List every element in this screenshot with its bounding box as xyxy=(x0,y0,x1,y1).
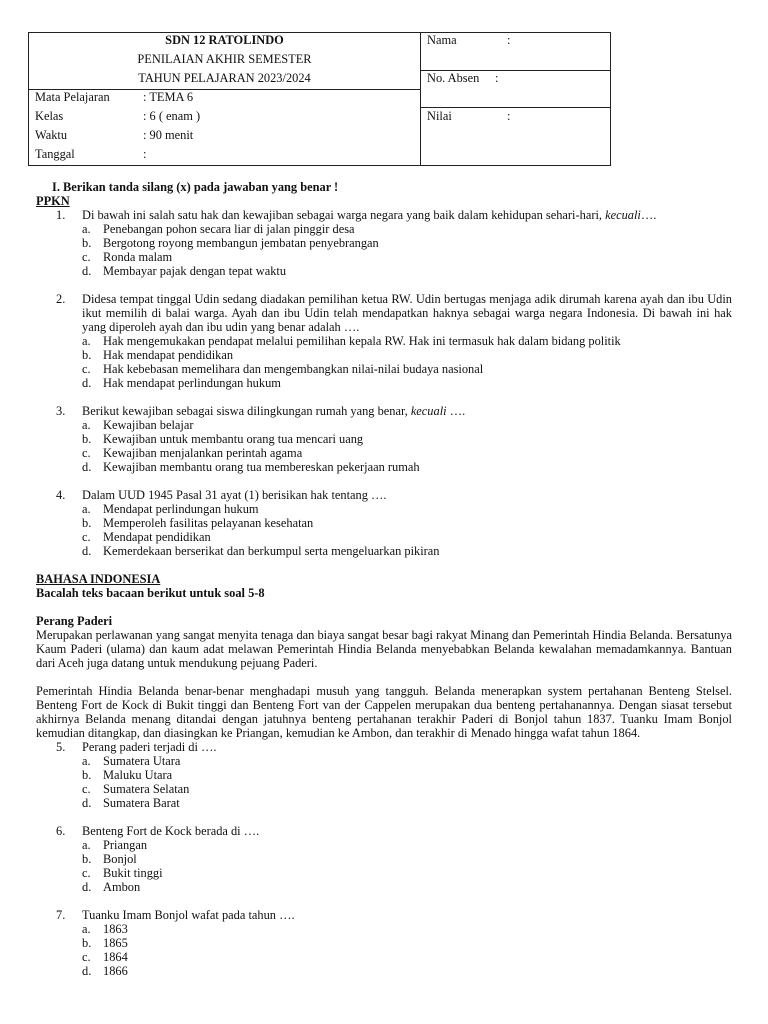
option-text: Mendapat perlindungan hukum xyxy=(103,502,259,516)
info-label: Tanggal xyxy=(35,147,75,161)
option-text: 1864 xyxy=(103,950,128,964)
question-3 xyxy=(36,404,732,418)
options-2 xyxy=(36,334,732,390)
info-value: : 6 ( enam ) xyxy=(143,109,201,123)
field-label: Nilai xyxy=(427,109,452,123)
academic-year: TAHUN PELAJARAN 2023/2024 xyxy=(138,71,311,85)
field-value: : xyxy=(507,33,511,47)
question-text: Benteng Fort de Kock berada di …. xyxy=(82,824,260,838)
question-1 xyxy=(36,208,732,222)
option[interactable] xyxy=(36,866,732,880)
option-letter: d. xyxy=(82,796,92,810)
option[interactable] xyxy=(36,796,732,810)
question-number: 4. xyxy=(56,488,66,502)
option[interactable] xyxy=(36,936,732,950)
option-text: Kewajiban membantu orang tua membereskan pekerjaan rumah xyxy=(103,460,420,474)
field-absen[interactable] xyxy=(427,71,498,85)
option-text: Kewajiban menjalankan perintah agama xyxy=(103,446,303,460)
option-text: Penebangan pohon secara liar di jalan pinggir desa xyxy=(103,222,355,236)
option-letter: b. xyxy=(82,236,92,250)
field-label: No. Absen xyxy=(427,71,480,85)
option-letter: d. xyxy=(82,264,92,278)
question-emphasis: kecuali xyxy=(605,208,641,222)
option-letter: c. xyxy=(82,530,91,544)
info-row-class xyxy=(35,109,200,123)
field-value: : xyxy=(495,71,499,85)
field-label: Nama xyxy=(427,33,457,47)
field-value: : xyxy=(507,109,511,123)
option-letter: a. xyxy=(82,754,91,768)
options-5 xyxy=(36,754,732,810)
option-text: Hak kebebasan memelihara dan mengembangkan nilai-nilai budaya nasional xyxy=(103,362,484,376)
info-label: Mata Pelajaran xyxy=(35,90,110,104)
question-number: 7. xyxy=(56,908,66,922)
option-letter: b. xyxy=(82,936,92,950)
option[interactable] xyxy=(36,348,732,362)
option[interactable] xyxy=(36,250,732,264)
option-text: Priangan xyxy=(103,838,148,852)
option-text: Sumatera Utara xyxy=(103,754,181,768)
info-row-time xyxy=(35,128,193,142)
exam-page xyxy=(36,32,732,978)
option-letter: b. xyxy=(82,348,92,362)
option-text: Ronda malam xyxy=(103,250,173,264)
question-4 xyxy=(36,488,732,502)
option[interactable] xyxy=(36,880,732,894)
question-5 xyxy=(36,740,732,754)
option-text: Mendapat pendidikan xyxy=(103,530,211,544)
option[interactable] xyxy=(36,432,732,446)
option-letter: a. xyxy=(82,334,91,348)
option-text: Kewajiban belajar xyxy=(103,418,194,432)
info-row-date xyxy=(35,147,146,161)
option[interactable] xyxy=(36,964,732,978)
question-2 xyxy=(36,292,732,334)
question-number: 3. xyxy=(56,404,66,418)
option-letter: d. xyxy=(82,880,92,894)
option-letter: c. xyxy=(82,866,91,880)
options-6 xyxy=(36,838,732,894)
instruction: I. Berikan tanda silang (x) pada jawaban yang benar ! xyxy=(52,180,339,194)
option-letter: b. xyxy=(82,432,92,446)
info-label: Waktu xyxy=(35,128,68,142)
header-divider xyxy=(420,33,421,165)
option[interactable] xyxy=(36,222,732,236)
option[interactable] xyxy=(36,362,732,376)
option-letter: b. xyxy=(82,516,92,530)
option-letter: a. xyxy=(82,502,91,516)
option[interactable] xyxy=(36,782,732,796)
info-value: : xyxy=(143,147,147,161)
reading-title: Perang Paderi xyxy=(36,614,113,628)
option-letter: a. xyxy=(82,838,91,852)
options-1 xyxy=(36,222,732,278)
reading-instruction: Bacalah teks bacaan berikut untuk soal 5-8 xyxy=(36,586,265,600)
option-letter: b. xyxy=(82,852,92,866)
option-letter: d. xyxy=(82,964,92,978)
field-name[interactable] xyxy=(427,33,510,47)
option-text: 1866 xyxy=(103,964,128,978)
option-letter: b. xyxy=(82,768,92,782)
info-label: Kelas xyxy=(35,109,64,123)
option[interactable] xyxy=(36,446,732,460)
question-text: Perang paderi terjadi di …. xyxy=(82,740,217,754)
option-text: Memperoleh fasilitas pelayanan kesehatan xyxy=(103,516,314,530)
option-letter: c. xyxy=(82,446,91,460)
option-letter: c. xyxy=(82,950,91,964)
info-row-subject xyxy=(35,90,193,104)
option[interactable] xyxy=(36,530,732,544)
option[interactable] xyxy=(36,838,732,852)
option-text: Maluku Utara xyxy=(103,768,173,782)
question-text: Dalam UUD 1945 Pasal 31 ayat (1) berisikan hak tentang …. xyxy=(82,488,387,502)
option-text: 1863 xyxy=(103,922,128,936)
reading-paragraph-2: Pemerintah Hindia Belanda benar-benar menghadapi musuh yang tangguh. Belanda menerapkan system pertahanan Benteng Stelsel. Benteng Fort de Kock di Bukit tinggi dan Benteng Fort van der Cappelen merupakan dua benteng pertahanannya. Dengan siasat tersebut akhirnya Belanda menang ditandai dengan jatuhnya benteng pertahanan terakhir Paderi di Bonjol tahun 1837. Tuanku Imam Bonjol kemudian ditangkap, dan diasingkan ke Priangan, kemudian ke Ambon, dan terakhir di Menado hingga wafat tahun 1864. xyxy=(36,684,732,740)
options-7 xyxy=(36,922,732,978)
option-text: Sumatera Barat xyxy=(103,796,180,810)
option-text: Bukit tinggi xyxy=(103,866,163,880)
option-text: Hak mengemukakan pendapat melalui pemilihan kepala RW. Hak ini termasuk hak dalam bidang politik xyxy=(103,334,621,348)
option-text: Ambon xyxy=(103,880,141,894)
question-7 xyxy=(36,908,732,922)
option[interactable] xyxy=(36,376,732,390)
option[interactable] xyxy=(36,922,732,936)
option[interactable] xyxy=(36,460,732,474)
option-letter: c. xyxy=(82,250,91,264)
option[interactable] xyxy=(36,852,732,866)
option[interactable] xyxy=(36,334,732,348)
option[interactable] xyxy=(36,418,732,432)
question-6 xyxy=(36,824,732,838)
question-text: Tuanku Imam Bonjol wafat pada tahun …. xyxy=(82,908,295,922)
option-letter: a. xyxy=(82,418,91,432)
section-ppkn-title: PPKN xyxy=(36,194,70,208)
option-text: Membayar pajak dengan tepat waktu xyxy=(103,264,287,278)
question-text: Didesa tempat tinggal Udin sedang diadakan pemilihan ketua RW. Udin bertugas menjaga adik dirumah karena ayah dan ibu Udin ikut memilih di balai warga. Ayah dan ibu Udin telah mendapatkan haknya sebagai warga negara Indonesia. Di bawah ini hak yang diperoleh ayah dan ibu udin yang benar adalah …. xyxy=(82,292,732,334)
option[interactable] xyxy=(36,502,732,516)
option[interactable] xyxy=(36,768,732,782)
option[interactable] xyxy=(36,236,732,250)
question-number: 6. xyxy=(56,824,66,838)
reading-paragraph-1: Merupakan perlawanan yang sangat menyita tenaga dan biaya sangat besar bagi rakyat Minang dan Pemerintah Hindia Belanda. Bersatunya Kaum Paderi (ulama) dan kaum adat melawan Pemerintah Hindia Belanda menyebabkan Belanda kewalahan memadamkannya. Bantuan dari Aceh juga datang untuk mendukung pejuang Paderi. xyxy=(36,628,732,670)
option[interactable] xyxy=(36,754,732,768)
option-letter: c. xyxy=(82,782,91,796)
option-letter: a. xyxy=(82,222,91,236)
question-ellipsis: …. xyxy=(449,404,466,418)
option-letter: a. xyxy=(82,922,91,936)
option-text: Bergotong royong membangun jembatan penyebrangan xyxy=(103,236,379,250)
option-letter: c. xyxy=(82,362,91,376)
option[interactable] xyxy=(36,950,732,964)
option-letter: d. xyxy=(82,376,92,390)
info-value: : 90 menit xyxy=(143,128,194,142)
option-text: Hak mendapat perlindungan hukum xyxy=(103,376,281,390)
options-4 xyxy=(36,502,732,558)
option-text: Bonjol xyxy=(103,852,137,866)
option-text: Kemerdekaan berserikat dan berkumpul serta mengeluarkan pikiran xyxy=(103,544,440,558)
exam-header-table xyxy=(28,32,611,166)
question-text: Berikut kewajiban sebagai siswa dilingkungan rumah yang benar, xyxy=(82,404,408,418)
question-ellipsis: …. xyxy=(640,208,657,222)
school-name: SDN 12 RATOLINDO xyxy=(165,33,284,47)
info-value: : TEMA 6 xyxy=(143,90,194,104)
option-text: Hak mendapat pendidikan xyxy=(103,348,234,362)
question-emphasis: kecuali xyxy=(410,404,447,418)
option[interactable] xyxy=(36,264,732,278)
question-number: 2. xyxy=(56,292,66,306)
option[interactable] xyxy=(36,544,732,558)
option-letter: d. xyxy=(82,460,92,474)
options-3 xyxy=(36,418,732,474)
option-text: Kewajiban untuk membantu orang tua mencari uang xyxy=(103,432,364,446)
exam-name: PENILAIAN AKHIR SEMESTER xyxy=(137,52,312,66)
option-text: Sumatera Selatan xyxy=(103,782,190,796)
question-number: 1. xyxy=(56,208,66,222)
option-letter: d. xyxy=(82,544,92,558)
field-score[interactable] xyxy=(427,109,510,123)
side-rule xyxy=(420,107,610,108)
question-text: Di bawah ini salah satu hak dan kewajiban sebagai warga negara yang baik dalam kehidupan sehari-hari, xyxy=(82,208,602,222)
option-text: 1865 xyxy=(103,936,128,950)
option[interactable] xyxy=(36,516,732,530)
question-number: 5. xyxy=(56,740,66,754)
section-bindo-title: BAHASA INDONESIA xyxy=(36,572,161,586)
